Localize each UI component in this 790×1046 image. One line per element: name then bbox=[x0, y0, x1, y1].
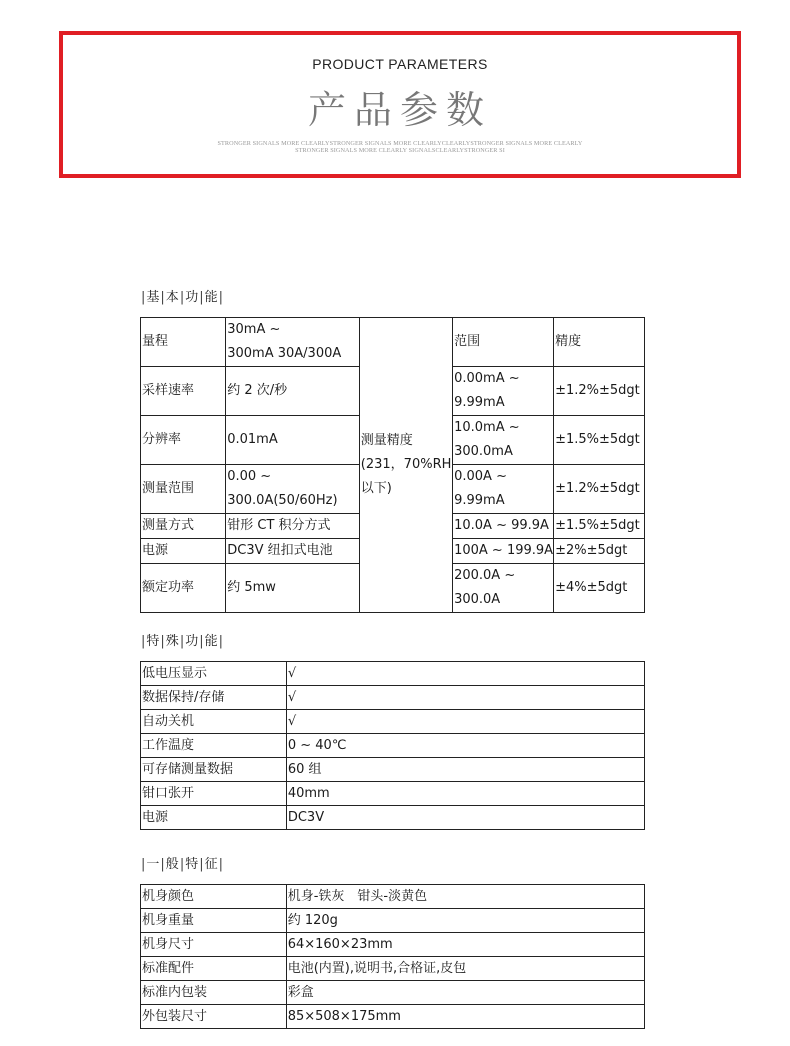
product-parameters-banner bbox=[59, 31, 741, 178]
range-cell: 10.0A ~ 99.9A bbox=[453, 514, 554, 539]
table-row bbox=[141, 806, 645, 830]
accuracy-label-line: (231，70%RH bbox=[360, 457, 452, 472]
value-line: 300mA 30A/300A bbox=[227, 346, 342, 361]
row-label: 采样速率 bbox=[141, 367, 226, 416]
banner-tagline-line1: STRONGER SIGNALS MORE CLEARLYSTRONGER SIGNALS MORE CLEARLYCLEARLYSTRONGER SIGNALS MORE CLEARLY bbox=[217, 140, 583, 147]
row-value bbox=[226, 465, 360, 514]
section-char: 能 bbox=[204, 290, 218, 305]
row-label: 标准配件 bbox=[141, 957, 287, 981]
row-label: 外包装尺寸 bbox=[141, 1005, 287, 1029]
table-row bbox=[141, 957, 645, 981]
accuracy-label-cell bbox=[359, 318, 452, 613]
section-char: 殊 bbox=[165, 634, 179, 649]
table-row bbox=[141, 885, 645, 909]
section-char: 征 bbox=[204, 857, 218, 872]
range-cell bbox=[453, 416, 554, 465]
banner-tagline bbox=[183, 140, 617, 155]
section-char: 功 bbox=[185, 290, 199, 305]
precision-cell: ±1.2%±5dgt bbox=[554, 367, 645, 416]
table-row bbox=[141, 686, 645, 710]
section-char: 特 bbox=[146, 634, 160, 649]
banner-title-en: PRODUCT PARAMETERS bbox=[312, 56, 488, 72]
row-label: 标准内包装 bbox=[141, 981, 287, 1005]
precision-cell: ±1.5%±5dgt bbox=[554, 514, 645, 539]
section-char: 一 bbox=[146, 857, 160, 872]
precision-cell: ±1.2%±5dgt bbox=[554, 465, 645, 514]
table-row bbox=[141, 981, 645, 1005]
row-value: 64×160×23mm bbox=[286, 933, 644, 957]
row-value: 40mm bbox=[286, 782, 644, 806]
precision-cell: ±1.5%±5dgt bbox=[554, 416, 645, 465]
section-char: 基 bbox=[146, 290, 160, 305]
banner-title-cn: 产品参数 bbox=[307, 88, 492, 132]
table-row bbox=[141, 734, 645, 758]
row-label: 自动关机 bbox=[141, 710, 287, 734]
range-line: 9.99mA bbox=[454, 493, 505, 508]
row-value: 约 2 次/秒 bbox=[226, 367, 360, 416]
range-line: 9.99mA bbox=[454, 395, 505, 410]
row-value: 约 120g bbox=[286, 909, 644, 933]
range-line: 10.0mA ~ bbox=[454, 420, 520, 435]
range-cell bbox=[453, 564, 554, 613]
row-label: 低电压显示 bbox=[141, 662, 287, 686]
row-value: 钳形 CT 积分方式 bbox=[226, 514, 360, 539]
row-label: 测量方式 bbox=[141, 514, 226, 539]
section-title-special-functions: |特|殊|功|能| bbox=[140, 630, 224, 649]
range-line: 300.0mA bbox=[454, 444, 513, 459]
section-title-basic-functions: |基|本|功|能| bbox=[140, 286, 224, 305]
row-label: 数据保持/存储 bbox=[141, 686, 287, 710]
section-char: 功 bbox=[185, 634, 199, 649]
row-label: 测量范围 bbox=[141, 465, 226, 514]
value-line: 300.0A(50/60Hz) bbox=[227, 493, 338, 508]
precision-header: 精度 bbox=[554, 318, 645, 367]
row-label: 工作温度 bbox=[141, 734, 287, 758]
accuracy-label-line: 测量精度 bbox=[360, 433, 413, 448]
table-row bbox=[141, 318, 645, 367]
row-label: 机身尺寸 bbox=[141, 933, 287, 957]
row-value bbox=[226, 318, 360, 367]
row-value: 电池(内置),说明书,合格证,皮包 bbox=[286, 957, 644, 981]
row-label: 可存储测量数据 bbox=[141, 758, 287, 782]
general-features-table bbox=[140, 884, 645, 1029]
basic-functions-table bbox=[140, 317, 645, 613]
row-value: 彩盒 bbox=[286, 981, 644, 1005]
row-label: 量程 bbox=[141, 318, 226, 367]
range-header: 范围 bbox=[453, 318, 554, 367]
precision-cell: ±2%±5dgt bbox=[554, 539, 645, 564]
section-char: 般 bbox=[165, 857, 179, 872]
value-line: 30mA ~ bbox=[227, 322, 281, 337]
range-cell: 100A ~ 199.9A bbox=[453, 539, 554, 564]
accuracy-label-line: 以下) bbox=[360, 481, 392, 496]
row-value: 85×508×175mm bbox=[286, 1005, 644, 1029]
row-value: 约 5mw bbox=[226, 564, 360, 613]
range-cell bbox=[453, 367, 554, 416]
special-functions-table bbox=[140, 661, 645, 830]
row-label: 钳口张开 bbox=[141, 782, 287, 806]
row-value: DC3V bbox=[286, 806, 644, 830]
table-row bbox=[141, 782, 645, 806]
row-label: 电源 bbox=[141, 806, 287, 830]
table-row bbox=[141, 662, 645, 686]
section-char: 特 bbox=[185, 857, 199, 872]
section-char: 本 bbox=[165, 290, 179, 305]
row-value: √ bbox=[286, 662, 644, 686]
table-row bbox=[141, 710, 645, 734]
banner-tagline-line2: STRONGER SIGNALS MORE CLEARLY SIGNALSCLEARLYSTRONGER SI bbox=[295, 147, 505, 155]
range-line: 0.00A ~ bbox=[454, 469, 507, 484]
row-value: 机身-铁灰 钳头-淡黄色 bbox=[286, 885, 644, 909]
section-title-general-features: |一|般|特|征| bbox=[140, 853, 224, 872]
table-row bbox=[141, 933, 645, 957]
table-row bbox=[141, 909, 645, 933]
range-line: 300.0A bbox=[454, 592, 501, 607]
row-value: 0 ~ 40℃ bbox=[286, 734, 644, 758]
row-label: 分辨率 bbox=[141, 416, 226, 465]
section-char: 能 bbox=[204, 634, 218, 649]
range-line: 0.00mA ~ bbox=[454, 371, 520, 386]
table-row bbox=[141, 758, 645, 782]
row-value: √ bbox=[286, 710, 644, 734]
row-label: 机身颜色 bbox=[141, 885, 287, 909]
range-line: 200.0A ~ bbox=[454, 568, 516, 583]
row-label: 额定功率 bbox=[141, 564, 226, 613]
row-value: 0.01mA bbox=[226, 416, 360, 465]
row-label: 电源 bbox=[141, 539, 226, 564]
value-line: 0.00 ~ bbox=[227, 469, 272, 484]
row-value: 60 组 bbox=[286, 758, 644, 782]
precision-cell: ±4%±5dgt bbox=[554, 564, 645, 613]
table-row bbox=[141, 1005, 645, 1029]
row-label: 机身重量 bbox=[141, 909, 287, 933]
range-cell bbox=[453, 465, 554, 514]
row-value: DC3V 纽扣式电池 bbox=[226, 539, 360, 564]
row-value: √ bbox=[286, 686, 644, 710]
